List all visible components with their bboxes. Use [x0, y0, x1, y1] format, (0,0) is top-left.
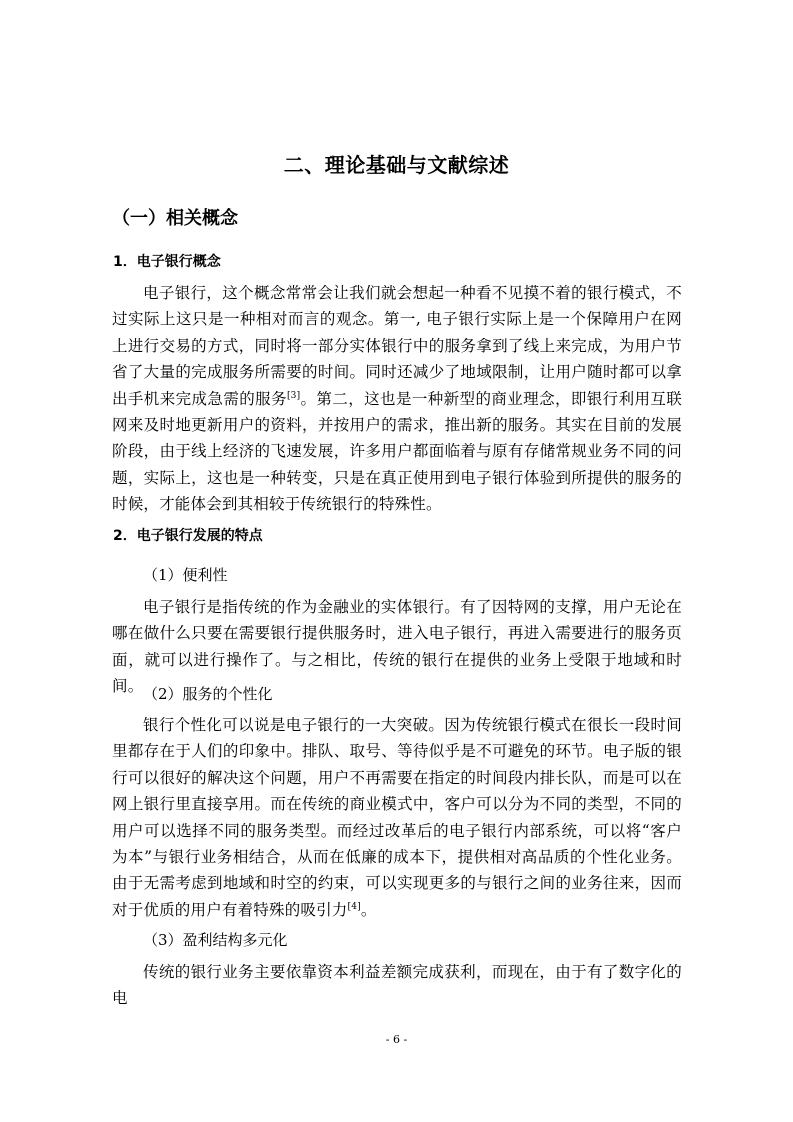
item-title-convenience: （1）便利性	[143, 566, 228, 584]
paragraph-e-bank-concept	[112, 280, 682, 518]
paragraph-text: 。第二，这也是一种新型的商业理念，即银行利用互联网来及时地更新用户的资料，并按用户的需求，推出新的服务。其实在目前的发展阶段，由于线上经济的飞速发展，许多用户都面临着与原有存储常规业务不同的问题，实际上，这也是一种转变，只是在真正使用到电子银行体验到所提供的服务的时候，才能体会到其相较于传统银行的特殊性。	[112, 389, 682, 514]
item-title-personalization: （2）服务的个性化	[143, 685, 273, 703]
section-title: （一）相关概念	[112, 208, 238, 229]
paragraph-profit-structure: 传统的银行业务主要依靠资本利益差额完成获利，而现在，由于有了数字化的电	[112, 963, 682, 1008]
subsection-title-e-bank-features: 2．电子银行发展的特点	[113, 528, 263, 544]
chapter-title: 二、理论基础与文献综述	[283, 153, 510, 177]
paragraph-text: 电子银行，这个概念常常会让我们就会想起一种看不见摸不着的银行模式，不过实际上这只是一种相对而言的观念。第一, 电子银行实际上是一个保障用户在网上进行交易的方式，同时将一部分实体银行中的服务拿到了线上来完成，为用户节省了大量的完成服务所需要的时间。同时还减少了地域限制，让用户随时都可以拿出手机来完成急需的服务	[112, 284, 682, 408]
item-title-profit-structure: （3）盈利结构多元化	[143, 931, 288, 949]
citation-ref: [3]	[286, 390, 301, 401]
page-number: - 6 -	[385, 1033, 408, 1046]
paragraph-convenience: 电子银行是指传统的作为金融业的实体银行。有了因特网的支撑，用户无论在哪在做什么只要在需要银行提供服务时，进入电子银行，再进入需要进行的服务页面，就可以进行操作了。与之相比，传统的银行在提供的业务上受限于地域和时间。	[112, 598, 682, 696]
paragraph-personalization	[112, 712, 682, 923]
paragraph-text: 银行个性化可以说是电子银行的一大突破。因为传统银行模式在很长一段时间里都存在于人们的印象中。排队、取号、等待似乎是不可避免的环节。电子版的银行可以很好的解决这个问题，用户不再需要在指定的时间段内排长队，而是可以在网上银行里直接享用。而在传统的商业模式中，客户可以分为不同的类型，不同的用户可以选择不同的服务类型。而经过改革后的电子银行内部系统，可以将“客户为本”与银行业务相结合，从而在低廉的成本下，提供相对高品质的个性化业务。由于无需考虑到地域和时空的约束，可以实现更多的与银行之间的业务往来，因而对于优质的用户有着特殊的吸引力	[112, 716, 682, 919]
citation-ref: [4]	[347, 901, 361, 912]
paragraph-text: 。	[360, 900, 377, 919]
subsection-title-e-bank-concept: 1．电子银行概念	[113, 254, 221, 270]
